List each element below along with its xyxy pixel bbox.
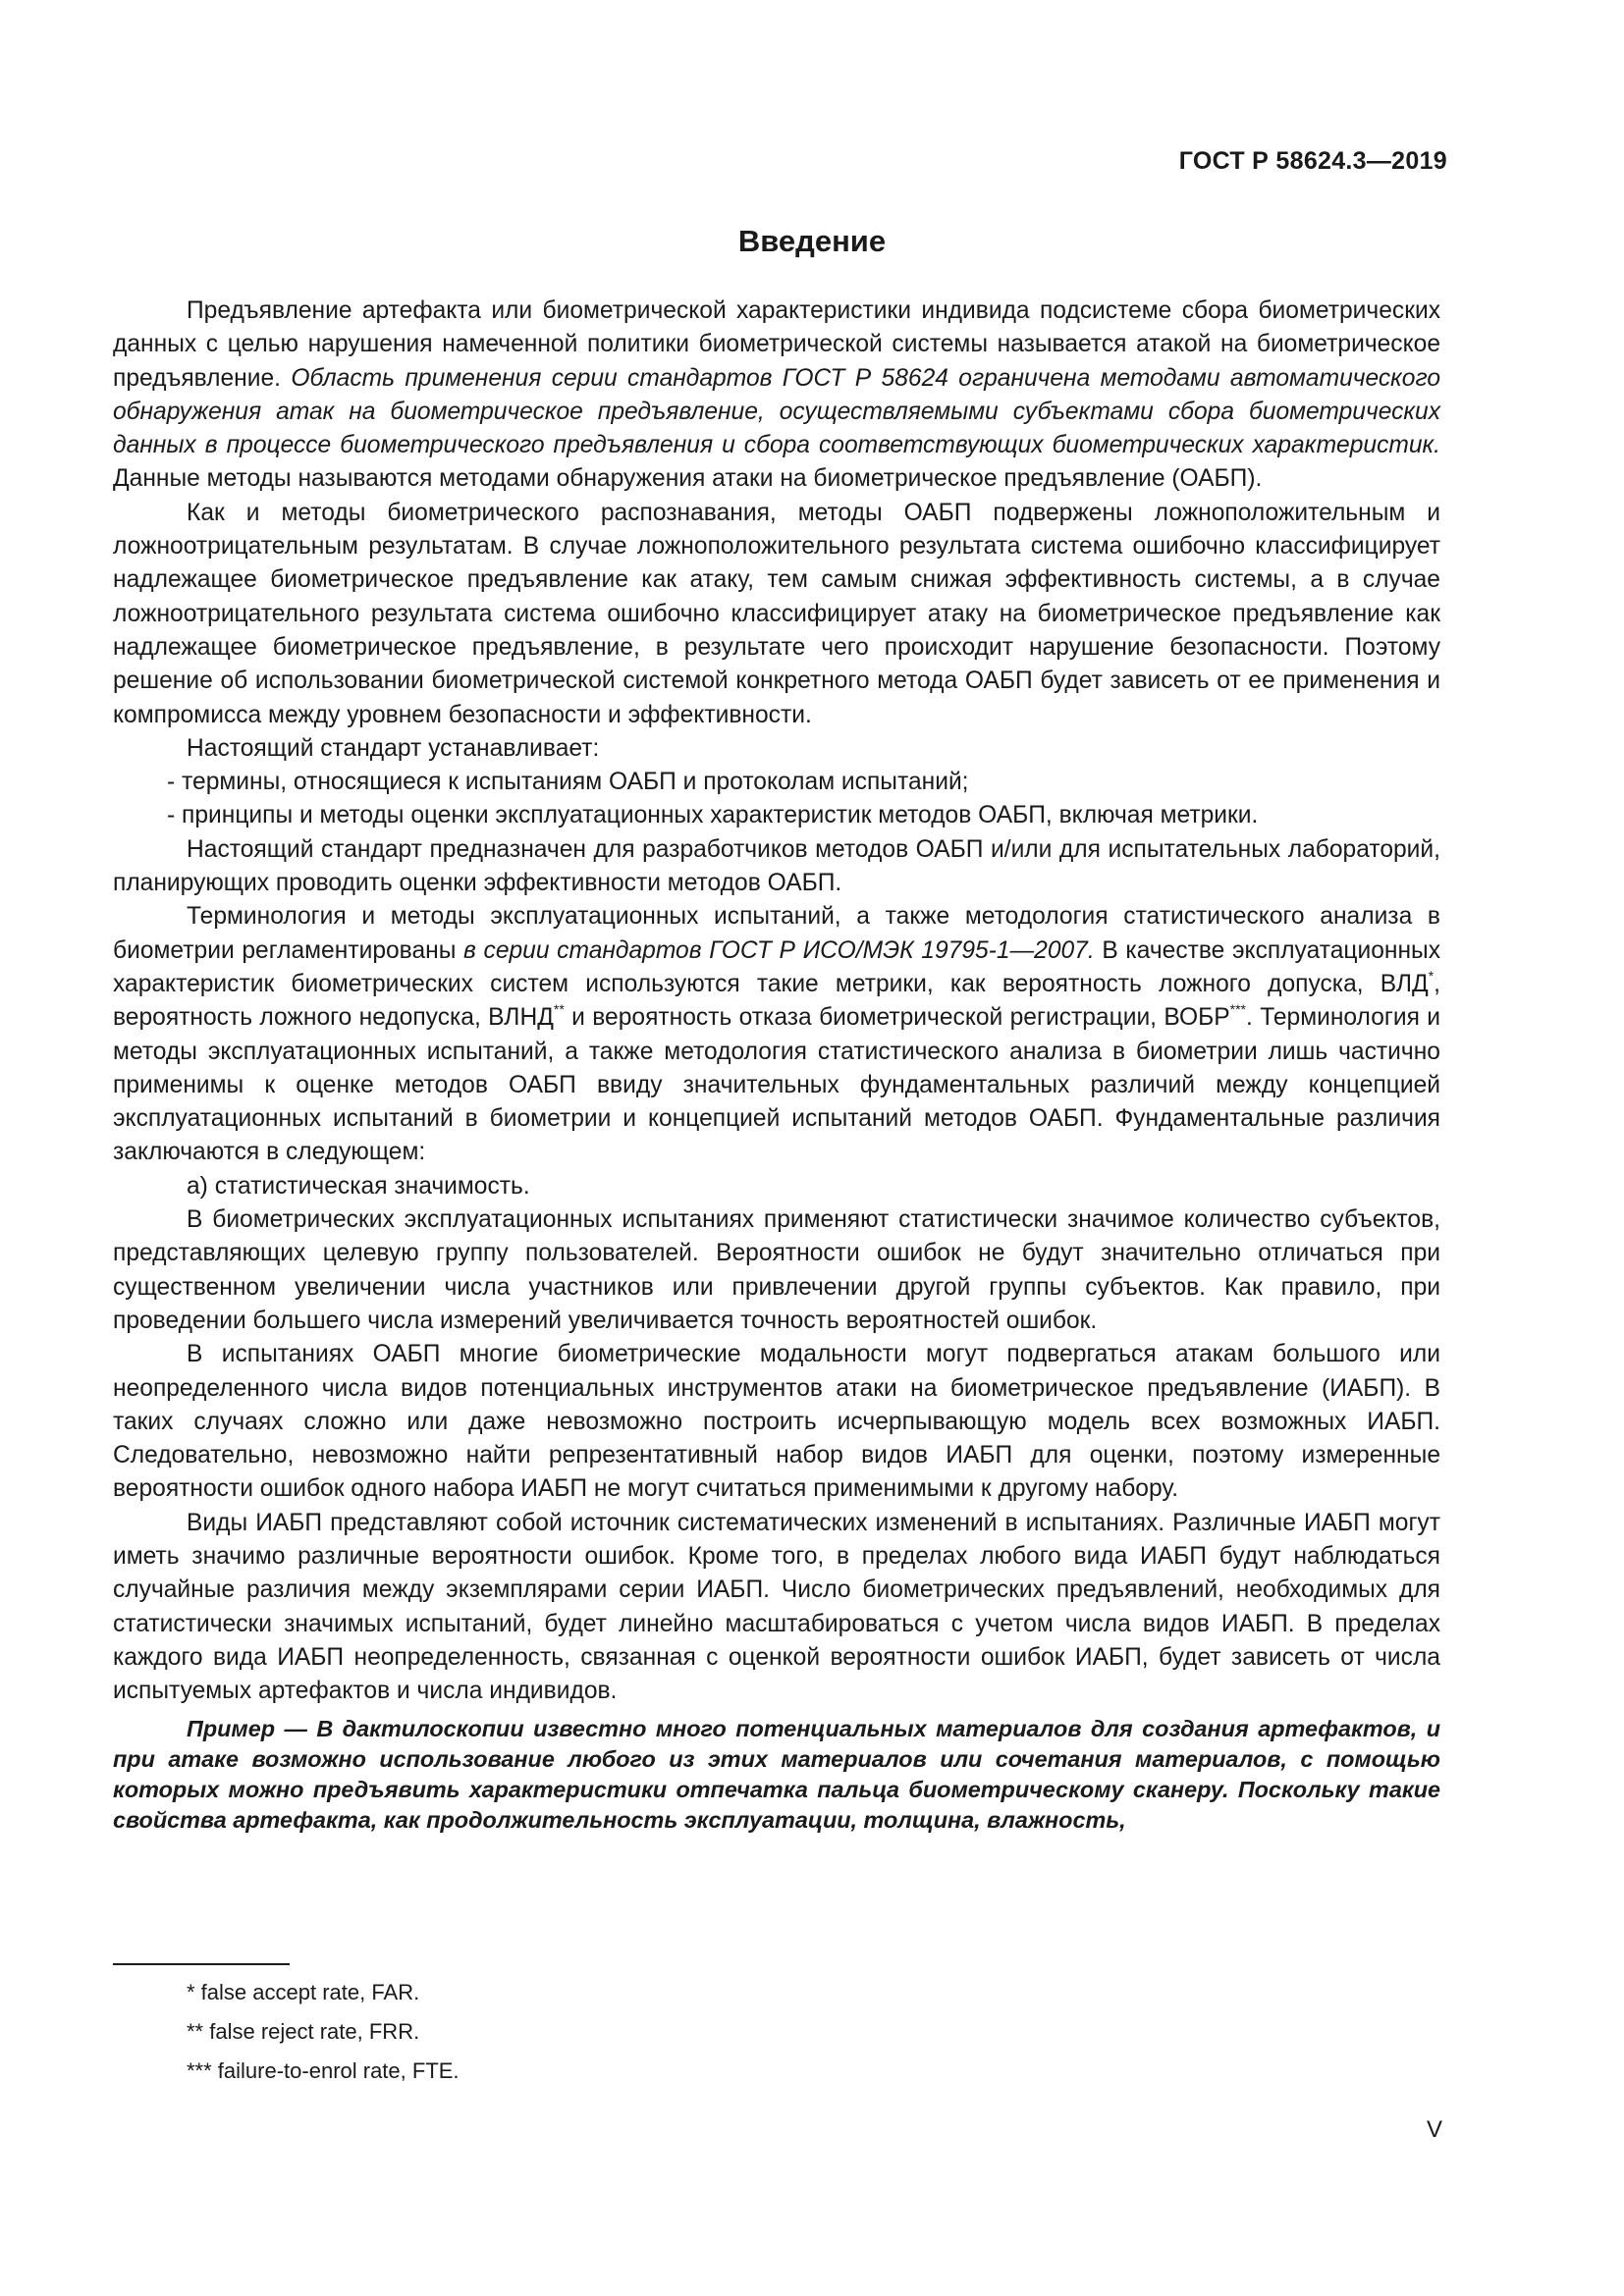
paragraph-1	[113, 294, 1440, 497]
paragraph-1-text-a: Предъявление артефакта или биометрической характеристики индивида подсистеме сбора биометрических данных с целью нарушения намеченной политики биометрической системы называется атакой на биометрическое предъявление.	[113, 297, 1440, 392]
paragraph-1-text-c: Данные методы называются методами обнаружения атаки на биометрическое предъявление (ОАБП).	[113, 465, 1263, 493]
paragraph-5-text-a: Терминология и методы эксплуатационных испытаний, а также методология статистического анализа в биометрии регламентированы	[113, 903, 1440, 964]
paragraph-7: В биометрических эксплуатационных испытаниях применяют статистически значимое количество субъектов, представляющих целевую группу пользователей. Вероятности ошибок не будут значительно отличаться при существенном увеличении числа участников или привлечении другой группы субъектов. Как правило, при проведении большего числа измерений увеличивается точность вероятностей ошибок.	[113, 1206, 1440, 1334]
paragraph-5-text-e: и вероятность отказа биометрической регистрации, ВОБР	[564, 1004, 1230, 1032]
footnote-item: *** failure-to-enrol rate, FTE.	[187, 2058, 460, 2083]
list-item: - принципы и методы оценки эксплуатационных характеристик методов ОАБП, включая метрики.	[167, 802, 1259, 829]
paragraph-5-text-f: . Терминология и методы эксплуатационных испытаний, а также методология статистического анализа в биометрии лишь частично применимы к оценке методов ОАБП ввиду значительных фундаментальных различий между концепцией эксплуатационных испытаний в биометрии и концепцией испытаний методов ОАБП. Фундаментальные различия заключаются в следующем:	[113, 1004, 1440, 1166]
paragraph-1-italic-scope: Область применения серии стандартов ГОСТ Р 58624 ограничена методами автоматического обнаружения атак на биометрическое предъявление, осуществляемыми субъектами сбора биометрических данных в процессе биометрического предъявления и сбора соответствующих биометрических характеристик.	[113, 364, 1440, 459]
paragraph-5-text-d: , вероятность ложного недопуска, ВЛНД	[113, 970, 1440, 1032]
page-number: V	[1426, 2116, 1442, 2143]
footnotes	[187, 1973, 460, 2091]
paragraph-9: Виды ИАБП представляют собой источник систематических изменений в испытаниях. Различные ИАБП могут иметь значимо различные вероятности ошибок. Кроме того, в пределах любого вида ИАБП будут наблюдаться случайные различия между экземплярами серии ИАБП. Число биометрических предъявлений, необходимых для статистически значимых испытаний, будет линейно масштабироваться с учетом числа видов ИАБП. В пределах каждого вида ИАБП неопределенность, связанная с оценкой вероятности ошибок ИАБП, будет зависеть от числа испытуемых артефактов и числа индивидов.	[113, 1509, 1440, 1705]
example-paragraph: Пример — В дактилоскопии известно много потенциальных материалов для создания артефактов, и при атаке возможно использование любого из этих материалов или сочетания материалов, с помощью которых можно предъявить характеристики отпечатка пальца биометрическому сканеру. Поскольку такие свойства артефакта, как продолжительность эксплуатации, толщина, влажность,	[113, 1716, 1440, 1834]
paragraph-4: Настоящий стандарт предназначен для разработчиков методов ОАБП и/или для испытательных лабораторий, планирующих проводить оценки эффективности методов ОАБП.	[113, 835, 1440, 897]
footnote-item: * false accept rate, FAR.	[187, 1980, 420, 2004]
paragraph-2: Как и методы биометрического распознавания, методы ОАБП подвержены ложноположительным и ложноотрицательным результатам. В случае ложноположительного результата система ошибочно классифицирует надлежащее биометрическое предъявление как атаку, тем самым снижая эффективность системы, а в случае ложноотрицательного результата система ошибочно классифицирует атаку на биометрическое предъявление как надлежащее биометрическое предъявление, в результате чего происходит нарушение безопасности. Поэтому решение об использовании биометрической системой конкретного метода ОАБП будет зависеть от ее применения и компромисса между уровнем безопасности и эффективности.	[113, 499, 1440, 728]
footnote-ref-1: *	[1428, 967, 1435, 984]
paragraph-3: Настоящий стандарт устанавливает:	[187, 734, 600, 762]
page-title: Введение	[737, 224, 887, 258]
paragraph-5	[113, 900, 1440, 1169]
footnote-divider	[113, 1963, 290, 1965]
paragraph-6: а) статистическая значимость.	[187, 1172, 530, 1200]
footnote-item: ** false reject rate, FRR.	[187, 2019, 420, 2044]
footnote-ref-2: **	[553, 1001, 565, 1018]
paragraph-8: В испытаниях ОАБП многие биометрические модальности могут подвергаться атакам большого или неопределенного числа видов потенциальных инструментов атаки на биометрическое предъявление (ИАБП). В таких случаях сложно или даже невозможно построить исчерпывающую модель всех возможных ИАБП. Следовательно, невозможно найти репрезентативный набор видов ИАБП для оценки, поэтому измеренные вероятности ошибок одного набора ИАБП не могут считаться применимыми к другому набору.	[113, 1341, 1440, 1503]
document-body	[113, 294, 1440, 1836]
paragraph-5-italic-reference: в серии стандартов ГОСТ Р ИСО/МЭК 19795-1—2007.	[463, 936, 1095, 964]
footnote-ref-3: ***	[1229, 1001, 1246, 1018]
paragraph-5-text-c: В качестве эксплуатационных характеристик биометрических систем используются такие метрики, как вероятность ложного допуска, ВЛД	[113, 936, 1441, 997]
document-id-header: ГОСТ Р 58624.3—2019	[1178, 147, 1447, 175]
list-item: - термины, относящиеся к испытаниям ОАБП и протоколам испытаний;	[167, 769, 969, 796]
